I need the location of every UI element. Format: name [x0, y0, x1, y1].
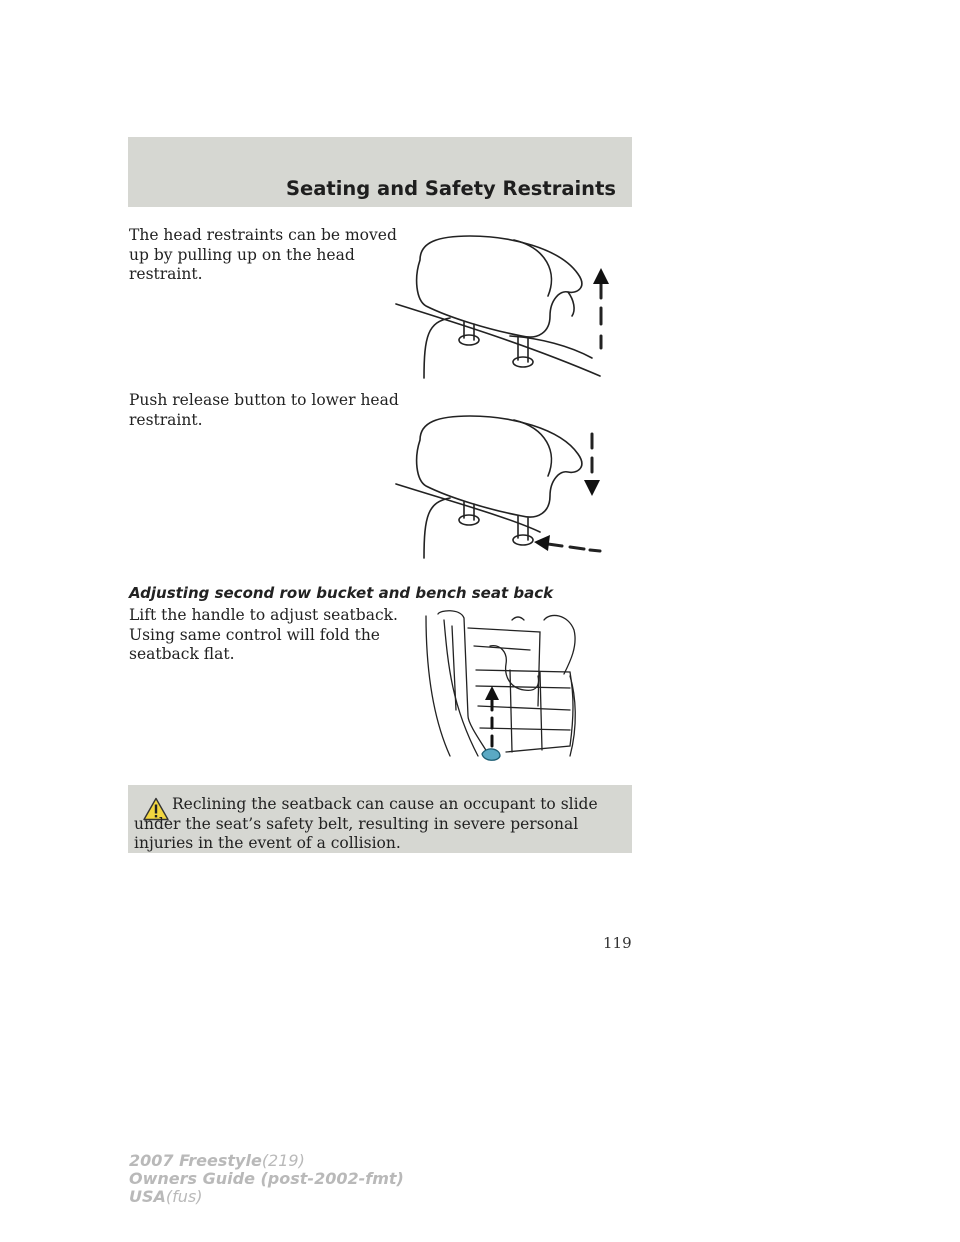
page-number: 119 — [603, 934, 632, 952]
footer-line-guide — [129, 1170, 404, 1188]
seatback-adjust-text: Lift the handle to adjust seatback. Using same control will fold the seatback flat. — [129, 606, 398, 663]
head-restraint-lower-illustration — [390, 394, 630, 562]
second-row-seat-illustration — [420, 606, 585, 766]
footer-market-name: USA — [129, 1187, 166, 1206]
warning-text: Reclining the seatback can cause an occupant to slide under the seat’s safety belt, resulting in severe personal injuries in the event of a collision. — [134, 795, 598, 852]
head-restraint-raise-illustration — [390, 226, 630, 386]
footer-market-code: (fus) — [165, 1187, 203, 1206]
warning-box — [128, 785, 632, 853]
footer-model-name: 2007 Freestyle — [129, 1151, 262, 1170]
footer-model-code: (219) — [261, 1151, 305, 1170]
seatback-heading: Adjusting second row bucket and bench seat back — [129, 584, 554, 602]
head-restraint-raise-text: The head restraints can be moved up by pulling up on the head restraint. — [129, 226, 397, 283]
footer-line-model — [129, 1152, 404, 1170]
head-restraint-lower-text: Push release button to lower head restraint. — [129, 391, 399, 429]
footer-line-market — [129, 1188, 404, 1206]
section-title: Seating and Safety Restraints — [285, 177, 616, 200]
footer-guide-name: Owners Guide (post-2002-fmt) — [129, 1169, 404, 1188]
document-footer — [129, 1152, 404, 1206]
section-header-band — [128, 137, 632, 207]
